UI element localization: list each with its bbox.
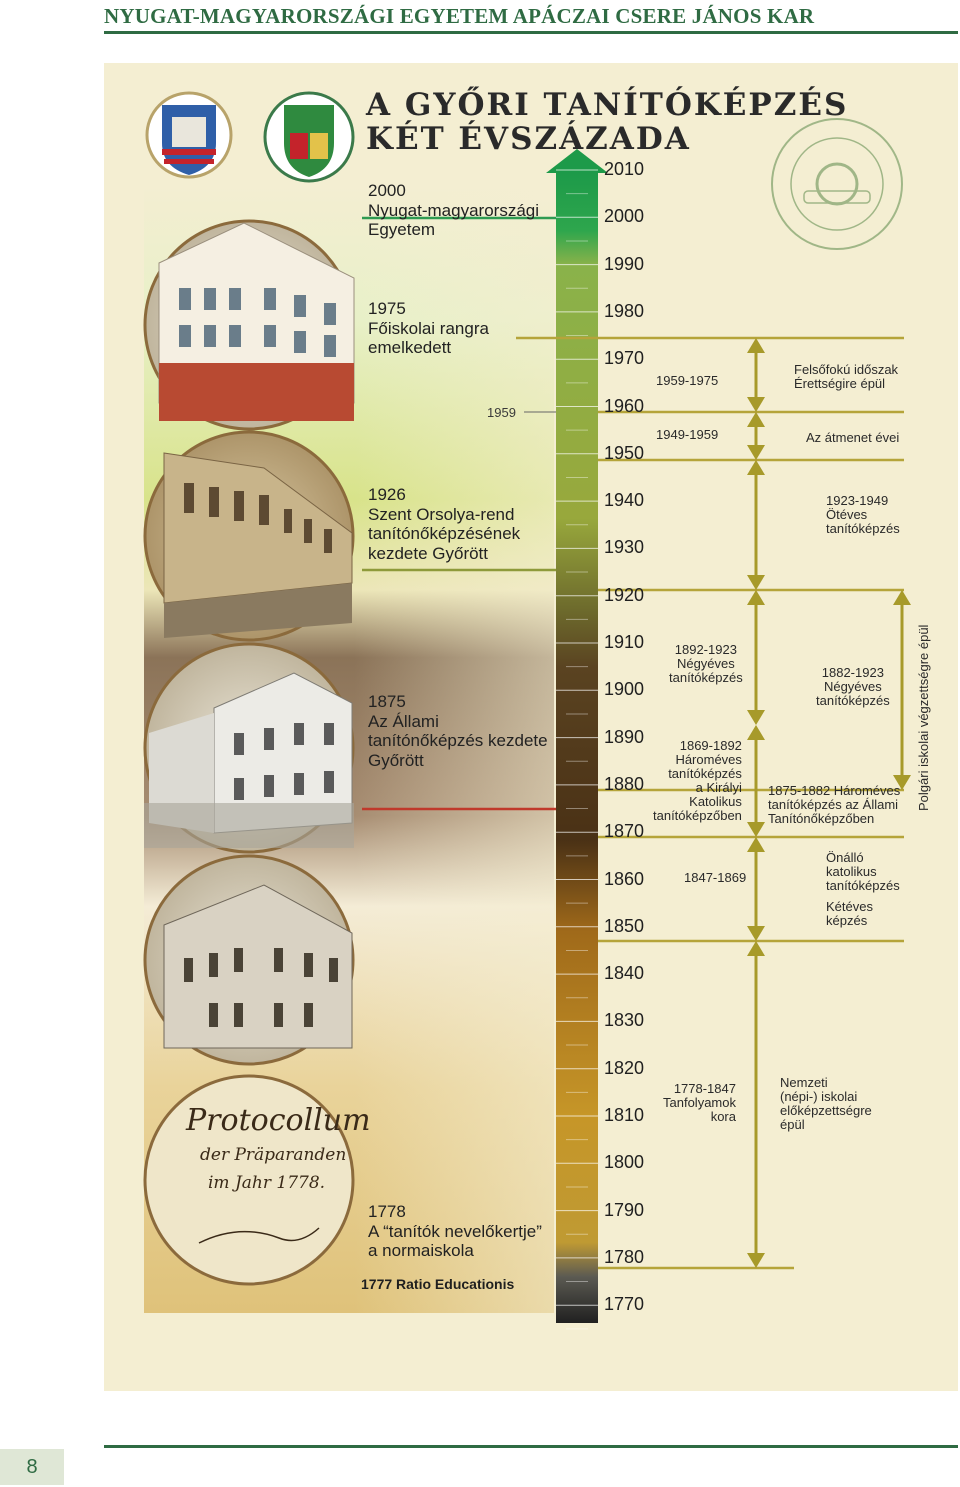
milestone-1875: 1875 Az Állami tanítónőképzés kezdete Győrött	[368, 692, 548, 770]
year-label-1900: 1900	[604, 679, 645, 700]
year-label-1810: 1810	[604, 1105, 645, 1125]
milestone-2000: 2000 Nyugat-magyarországi Egyetem	[368, 181, 540, 239]
header-rule	[104, 31, 958, 34]
manuscript-title: Protocollum	[186, 1103, 371, 1138]
year-label-2010: 2010	[604, 159, 645, 179]
year-label-1980: 1980	[604, 300, 645, 321]
photo-state-school	[144, 644, 354, 852]
milestone-1926: 1926 Szent Orsolya-rend tanítónőképzésének kezdete Győrött	[368, 485, 521, 563]
footer-rule	[104, 1445, 958, 1448]
photo-university-building	[145, 221, 354, 429]
range-1892-1923: 1892-1923 Négyéves tanítóképzés	[669, 642, 743, 685]
milestone-1778: 1778 A “tanítók nevelőkertje” a normaiskola	[368, 1202, 542, 1260]
year-label-1990: 1990	[604, 253, 645, 274]
range-1869-1892: 1869-1892 Hároméves tanítóképzés a Királyi Katolikus tanítóképzőben	[653, 738, 742, 823]
note-negyeves: 1882-1923 Négyéves tanítóképzés	[816, 665, 890, 708]
range-1847-1869: 1847-1869	[684, 870, 747, 885]
year-label-1800: 1800	[604, 1152, 645, 1173]
note-atmenet: Az átmenet évei	[806, 430, 900, 445]
year-label-1840: 1840	[604, 963, 645, 984]
year-label-1890: 1890	[604, 726, 645, 747]
note-nemzeti: Nemzeti (népi-) iskolai előképzettségre épül	[780, 1075, 872, 1132]
manuscript-year: im Jahr 1778.	[208, 1173, 326, 1193]
poster-title-line2: KÉT ÉVSZÁZADA	[366, 121, 691, 157]
year-label-1820: 1820	[604, 1057, 645, 1078]
manuscript-subtitle: der Präparanden	[200, 1145, 347, 1165]
year-label-1920: 1920	[604, 584, 645, 605]
year-label-2000: 2000	[604, 206, 645, 227]
year-label-1930: 1930	[604, 537, 645, 558]
university-coat-of-arms	[265, 93, 353, 181]
note-oteves: 1923-1949 Ötéves tanítóképzés	[826, 493, 900, 536]
year-label-1830: 1830	[604, 1010, 645, 1031]
marker-1959-label: 1959	[487, 405, 516, 420]
year-label-1780: 1780	[604, 1246, 645, 1267]
year-label-1970: 1970	[604, 348, 645, 369]
year-label-1880: 1880	[604, 773, 645, 794]
range-1778-1847: 1778-1847 Tanfolyamok kora	[663, 1081, 736, 1124]
note-keteves: Kétéves képzés	[826, 899, 873, 928]
year-label-1770: 1770	[604, 1294, 645, 1315]
year-label-1860: 1860	[604, 868, 645, 889]
note-onallo: Önálló katolikus tanítóképzés	[826, 850, 900, 893]
range-1949-1959: 1949-1959	[656, 427, 719, 442]
note-haromeves: 1875-1882 Hároméves tanítóképzés az Állami Tanítónőképzőben	[768, 783, 901, 826]
year-label-1940: 1940	[604, 490, 645, 511]
year-label-1960: 1960	[604, 395, 645, 416]
photo-orsolya-school	[145, 432, 353, 640]
photo-catholic-school	[145, 856, 353, 1064]
ratio-educationis: 1777 Ratio Educationis	[361, 1276, 515, 1292]
year-label-1870: 1870	[604, 821, 645, 842]
note-polgari-iskolai: Polgári iskolai végzettségre épül	[916, 624, 931, 811]
year-label-1910: 1910	[604, 632, 645, 652]
milestone-1975: 1975 Főiskolai rangra emelkedett	[368, 299, 489, 357]
page-header-title: NYUGAT-MAGYARORSZÁGI EGYETEM APÁCZAI CSERE JÁNOS KAR	[104, 4, 815, 28]
year-label-1950: 1950	[604, 442, 645, 463]
page-number: 8	[0, 1449, 64, 1485]
year-label-1790: 1790	[604, 1199, 645, 1220]
city-coat-of-arms	[147, 93, 231, 177]
year-label-1850: 1850	[604, 915, 645, 936]
timeline-bar	[556, 173, 598, 1323]
timeline-poster	[104, 63, 958, 1391]
latin-seal	[772, 119, 902, 249]
poster-title-line1: A GYŐRI TANÍTÓKÉPZÉS	[366, 87, 849, 123]
note-felsofoku: Felsőfokú időszak Érettségire épül	[794, 362, 899, 391]
range-1959-1975: 1959-1975	[656, 373, 719, 388]
